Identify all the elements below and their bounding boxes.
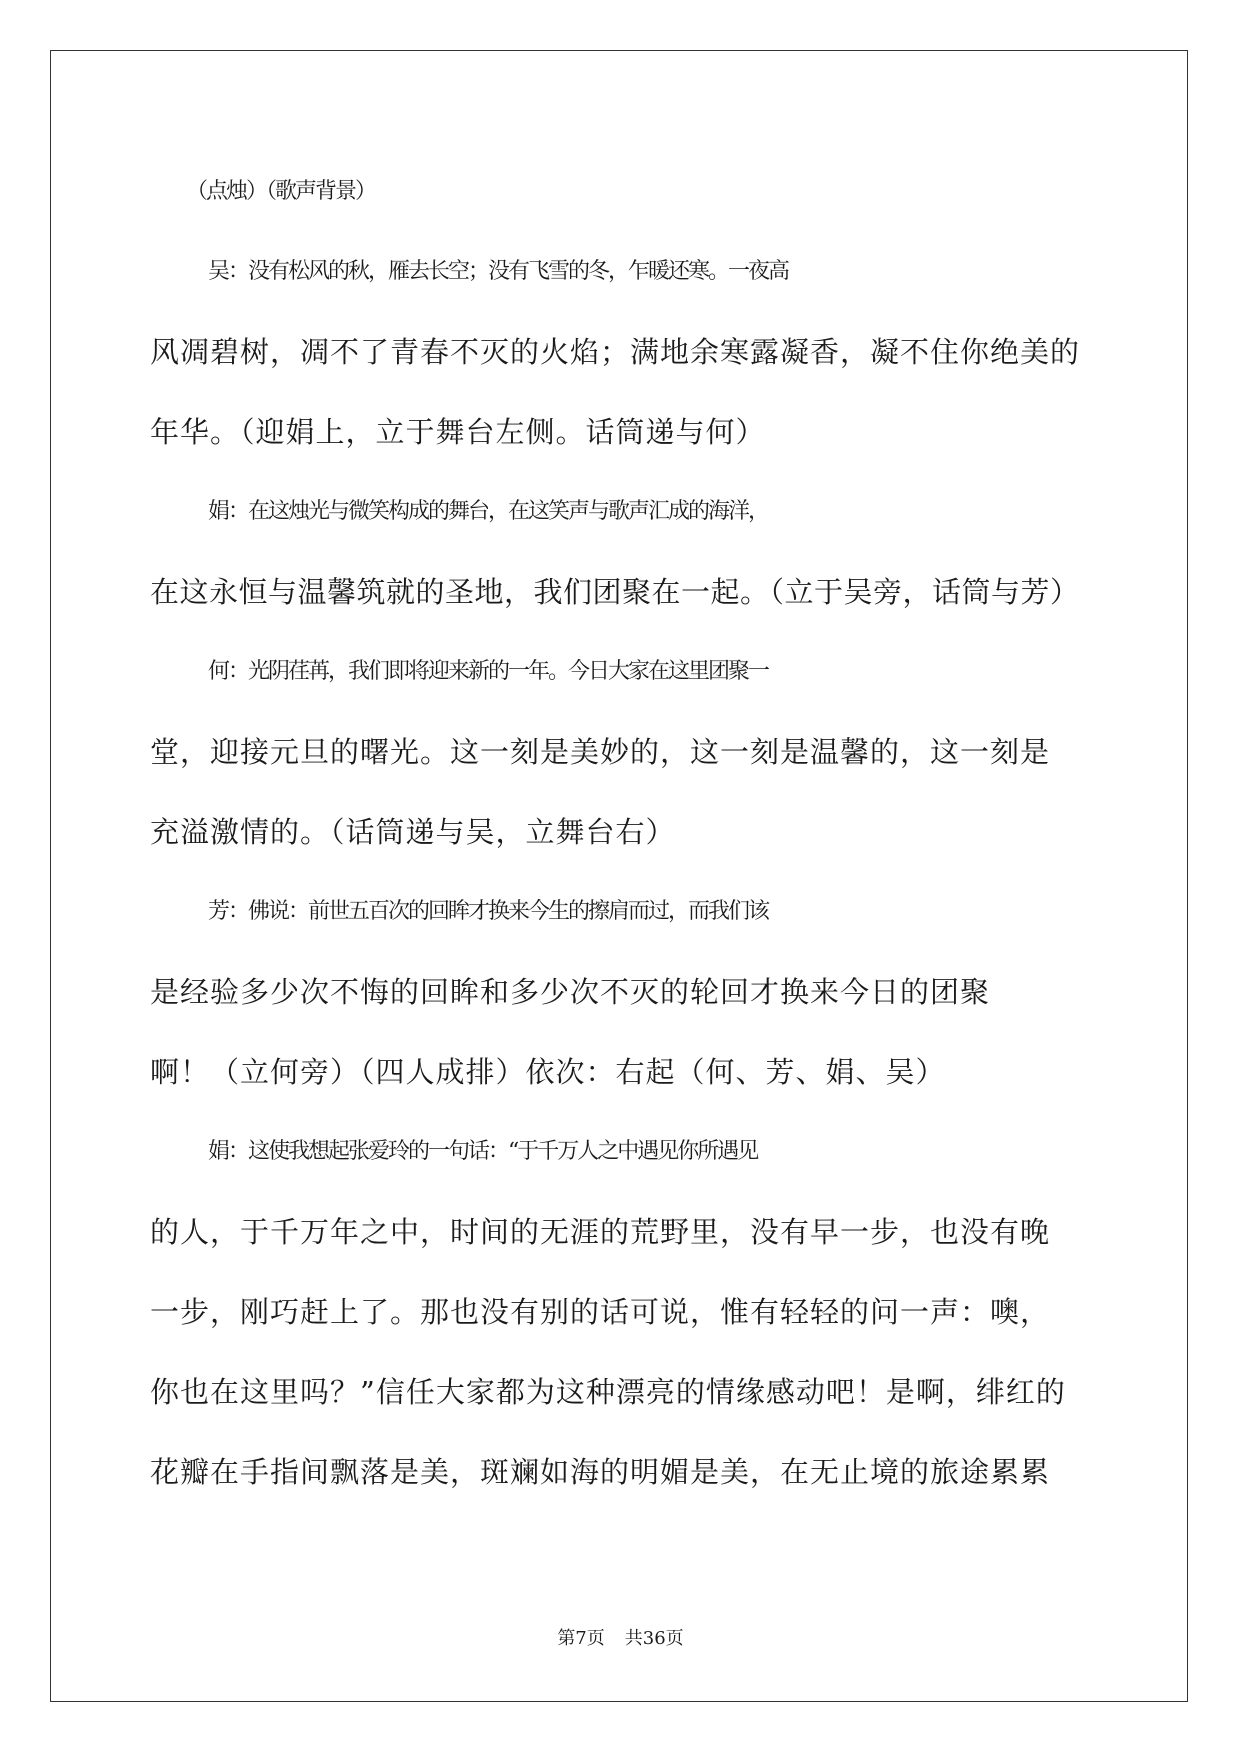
text-line: 你也在这里吗？”信任大家都为这种漂亮的情缘感动吧！是啊，绯红的 <box>150 1375 1066 1409</box>
text-line: （点烛）（歌声背景） <box>186 179 376 204</box>
text-line: 充溢激情的。（话筒递与吴，立舞台右） <box>150 815 676 849</box>
text-line: 娟：这使我想起张爱玲的一句话：“于千万人之中遇见你所遇见 <box>208 1139 758 1164</box>
text-line: 何：光阴荏苒，我们即将迎来新的一年。今日大家在这里团聚一 <box>208 659 769 684</box>
text-line: 啊！（立何旁）（四人成排）依次：右起（何、芳、娟、吴） <box>150 1055 946 1089</box>
page-total: 共36页 <box>624 1628 684 1649</box>
text-line: 娟：在这烛光与微笑构成的舞台，在这笑声与歌声汇成的海洋， <box>208 499 769 524</box>
text-line: 风凋碧树，凋不了青春不灭的火焰；满地余寒露凝香，凝不住你绝美的 <box>150 335 1081 369</box>
text-line: 吴：没有松风的秋，雁去长空；没有飞雪的冬，乍暖还寒。一夜高 <box>208 259 789 284</box>
text-line: 的人，于千万年之中，时间的无涯的荒野里，没有早一步，也没有晚 <box>150 1215 1051 1249</box>
text-line: 芳：佛说：前世五百次的回眸才换来今生的擦肩而过，而我们该 <box>208 899 769 924</box>
text-line: 在这永恒与温馨筑就的圣地，我们团聚在一起。（立于吴旁，话筒与芳） <box>150 575 1080 609</box>
text-line: 年华。（迎娟上，立于舞台左侧。话筒递与何） <box>150 415 766 449</box>
text-line: 堂，迎接元旦的曙光。这一刻是美妙的，这一刻是温馨的，这一刻是 <box>150 735 1051 769</box>
text-line: 一步，刚巧赶上了。那也没有别的话可说，惟有轻轻的问一声：噢， <box>150 1295 1051 1329</box>
page-number: 第7页 <box>557 1628 605 1649</box>
page-footer <box>0 1628 1241 1650</box>
text-line: 花瓣在手指间飘落是美，斑斓如海的明媚是美，在无止境的旅途累累 <box>150 1455 1051 1489</box>
text-line: 是经验多少次不悔的回眸和多少次不灭的轮回才换来今日的团聚 <box>150 975 991 1009</box>
